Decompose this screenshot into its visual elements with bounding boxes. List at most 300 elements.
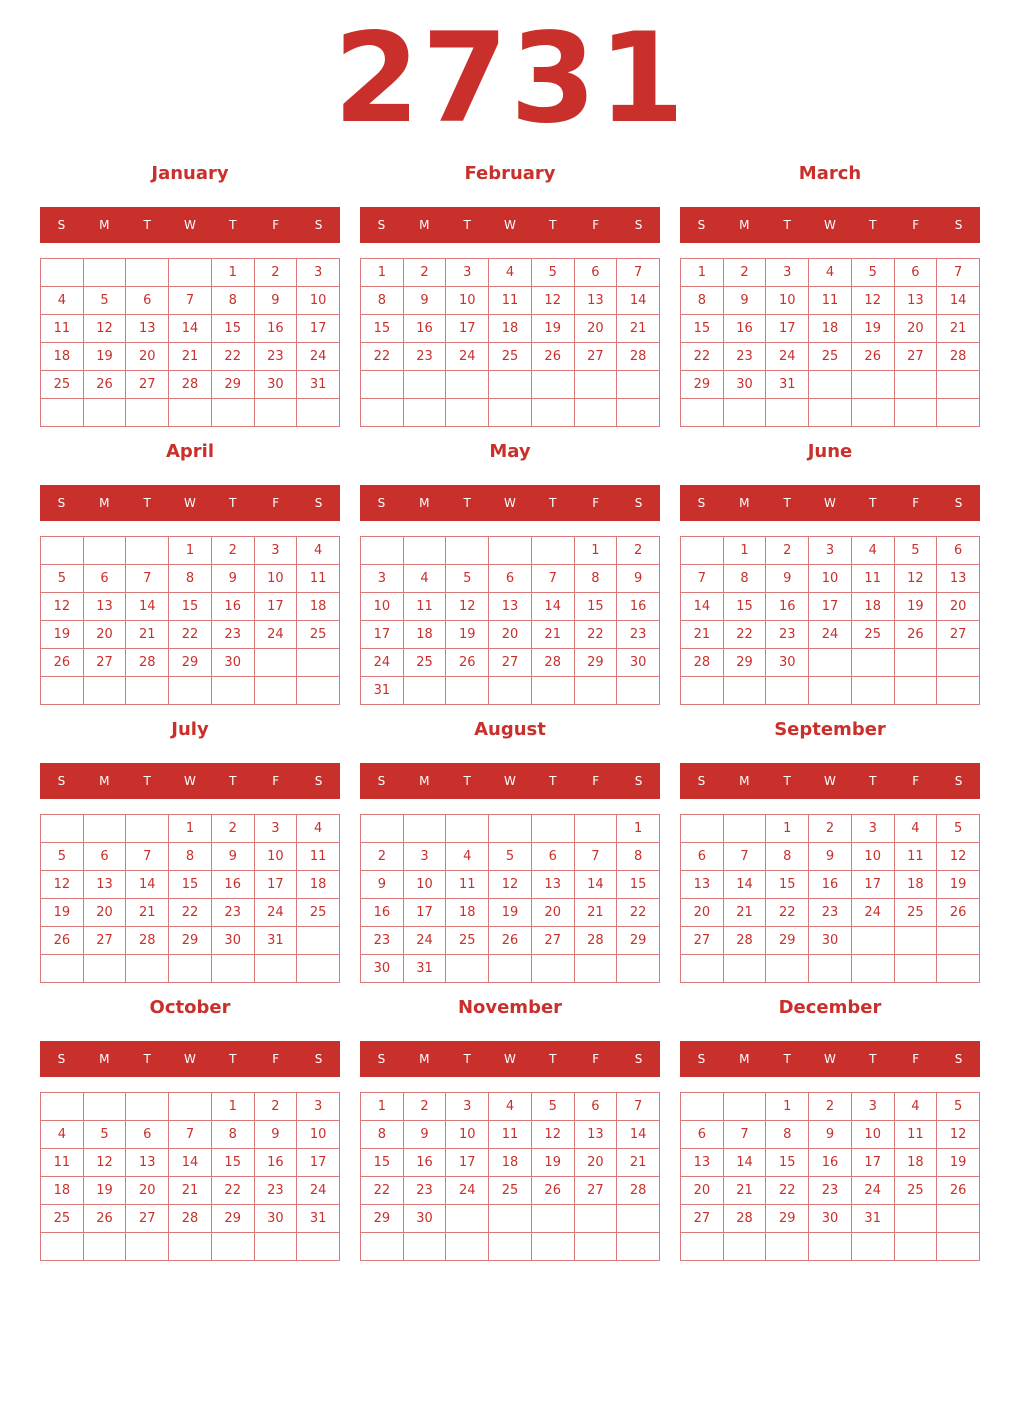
day-cell[interactable]: 22 [169, 899, 212, 927]
day-cell[interactable]: 13 [84, 871, 127, 899]
day-cell[interactable]: 4 [41, 1121, 84, 1149]
day-cell[interactable]: 29 [681, 371, 724, 399]
day-cell[interactable]: 31 [297, 371, 340, 399]
day-cell[interactable]: 30 [809, 1205, 852, 1233]
day-cell[interactable]: 23 [809, 1177, 852, 1205]
day-cell[interactable]: 8 [361, 287, 404, 315]
day-cell[interactable]: 9 [255, 287, 298, 315]
day-cell[interactable]: 23 [255, 1177, 298, 1205]
day-cell[interactable]: 22 [361, 343, 404, 371]
day-cell[interactable]: 4 [297, 537, 340, 565]
day-cell[interactable]: 5 [532, 1093, 575, 1121]
day-cell[interactable]: 21 [532, 621, 575, 649]
day-cell[interactable]: 2 [724, 259, 767, 287]
day-cell[interactable]: 14 [617, 1121, 660, 1149]
day-cell[interactable]: 13 [937, 565, 980, 593]
day-cell[interactable]: 22 [212, 343, 255, 371]
day-cell[interactable]: 2 [361, 843, 404, 871]
day-cell[interactable]: 29 [724, 649, 767, 677]
day-cell[interactable]: 6 [681, 843, 724, 871]
day-cell[interactable]: 1 [212, 1093, 255, 1121]
day-cell[interactable]: 13 [126, 315, 169, 343]
day-cell[interactable]: 9 [617, 565, 660, 593]
day-cell[interactable]: 2 [212, 537, 255, 565]
day-cell[interactable]: 3 [446, 1093, 489, 1121]
day-cell[interactable]: 27 [575, 1177, 618, 1205]
day-cell[interactable]: 2 [617, 537, 660, 565]
day-cell[interactable]: 9 [212, 565, 255, 593]
day-cell[interactable]: 27 [895, 343, 938, 371]
day-cell[interactable]: 17 [255, 593, 298, 621]
day-cell[interactable]: 19 [41, 621, 84, 649]
day-cell[interactable]: 13 [532, 871, 575, 899]
day-cell[interactable]: 8 [724, 565, 767, 593]
day-cell[interactable]: 2 [212, 815, 255, 843]
day-cell[interactable]: 28 [617, 1177, 660, 1205]
day-cell[interactable]: 1 [681, 259, 724, 287]
day-cell[interactable]: 25 [297, 621, 340, 649]
day-cell[interactable]: 3 [446, 259, 489, 287]
day-cell[interactable]: 12 [937, 1121, 980, 1149]
day-cell[interactable]: 29 [766, 1205, 809, 1233]
day-cell[interactable]: 1 [169, 815, 212, 843]
day-cell[interactable]: 18 [41, 343, 84, 371]
day-cell[interactable]: 27 [84, 927, 127, 955]
day-cell[interactable]: 19 [532, 315, 575, 343]
day-cell[interactable]: 5 [937, 1093, 980, 1121]
day-cell[interactable]: 13 [84, 593, 127, 621]
day-cell[interactable]: 26 [489, 927, 532, 955]
day-cell[interactable]: 22 [681, 343, 724, 371]
day-cell[interactable]: 28 [724, 927, 767, 955]
day-cell[interactable]: 25 [809, 343, 852, 371]
day-cell[interactable]: 5 [41, 565, 84, 593]
day-cell[interactable]: 4 [895, 815, 938, 843]
day-cell[interactable]: 17 [809, 593, 852, 621]
day-cell[interactable]: 23 [212, 899, 255, 927]
day-cell[interactable]: 21 [126, 899, 169, 927]
day-cell[interactable]: 8 [766, 1121, 809, 1149]
day-cell[interactable]: 27 [126, 1205, 169, 1233]
day-cell[interactable]: 27 [681, 1205, 724, 1233]
day-cell[interactable]: 28 [532, 649, 575, 677]
day-cell[interactable]: 31 [255, 927, 298, 955]
day-cell[interactable]: 30 [766, 649, 809, 677]
day-cell[interactable]: 6 [575, 1093, 618, 1121]
day-cell[interactable]: 26 [937, 1177, 980, 1205]
day-cell[interactable]: 31 [766, 371, 809, 399]
day-cell[interactable]: 6 [575, 259, 618, 287]
day-cell[interactable]: 9 [404, 287, 447, 315]
day-cell[interactable]: 20 [575, 315, 618, 343]
day-cell[interactable]: 8 [169, 565, 212, 593]
day-cell[interactable]: 11 [297, 565, 340, 593]
day-cell[interactable]: 18 [489, 1149, 532, 1177]
day-cell[interactable]: 25 [895, 1177, 938, 1205]
day-cell[interactable]: 22 [361, 1177, 404, 1205]
day-cell[interactable]: 24 [446, 343, 489, 371]
day-cell[interactable]: 30 [255, 1205, 298, 1233]
day-cell[interactable]: 3 [852, 1093, 895, 1121]
day-cell[interactable]: 3 [852, 815, 895, 843]
day-cell[interactable]: 17 [361, 621, 404, 649]
day-cell[interactable]: 7 [617, 259, 660, 287]
day-cell[interactable]: 16 [724, 315, 767, 343]
day-cell[interactable]: 4 [404, 565, 447, 593]
day-cell[interactable]: 16 [617, 593, 660, 621]
day-cell[interactable]: 26 [895, 621, 938, 649]
day-cell[interactable]: 13 [489, 593, 532, 621]
day-cell[interactable]: 23 [724, 343, 767, 371]
day-cell[interactable]: 5 [84, 287, 127, 315]
day-cell[interactable]: 29 [169, 927, 212, 955]
day-cell[interactable]: 9 [404, 1121, 447, 1149]
day-cell[interactable]: 7 [169, 287, 212, 315]
day-cell[interactable]: 12 [532, 287, 575, 315]
day-cell[interactable]: 6 [681, 1121, 724, 1149]
day-cell[interactable]: 17 [852, 1149, 895, 1177]
day-cell[interactable]: 3 [766, 259, 809, 287]
day-cell[interactable]: 14 [126, 871, 169, 899]
day-cell[interactable]: 16 [404, 1149, 447, 1177]
day-cell[interactable]: 9 [766, 565, 809, 593]
day-cell[interactable]: 20 [681, 1177, 724, 1205]
day-cell[interactable]: 18 [41, 1177, 84, 1205]
day-cell[interactable]: 14 [169, 315, 212, 343]
day-cell[interactable]: 9 [361, 871, 404, 899]
day-cell[interactable]: 12 [84, 1149, 127, 1177]
day-cell[interactable]: 4 [446, 843, 489, 871]
day-cell[interactable]: 5 [937, 815, 980, 843]
day-cell[interactable]: 21 [169, 343, 212, 371]
day-cell[interactable]: 14 [681, 593, 724, 621]
day-cell[interactable]: 15 [766, 871, 809, 899]
day-cell[interactable]: 12 [84, 315, 127, 343]
day-cell[interactable]: 31 [361, 677, 404, 705]
day-cell[interactable]: 22 [169, 621, 212, 649]
day-cell[interactable]: 12 [937, 843, 980, 871]
day-cell[interactable]: 1 [361, 1093, 404, 1121]
day-cell[interactable]: 12 [489, 871, 532, 899]
day-cell[interactable]: 30 [212, 927, 255, 955]
day-cell[interactable]: 16 [361, 899, 404, 927]
day-cell[interactable]: 7 [724, 843, 767, 871]
day-cell[interactable]: 7 [681, 565, 724, 593]
day-cell[interactable]: 29 [212, 371, 255, 399]
day-cell[interactable]: 28 [169, 1205, 212, 1233]
day-cell[interactable]: 26 [41, 649, 84, 677]
day-cell[interactable]: 30 [255, 371, 298, 399]
day-cell[interactable]: 28 [937, 343, 980, 371]
day-cell[interactable]: 19 [895, 593, 938, 621]
day-cell[interactable]: 14 [724, 871, 767, 899]
day-cell[interactable]: 4 [41, 287, 84, 315]
day-cell[interactable]: 7 [126, 565, 169, 593]
day-cell[interactable]: 10 [766, 287, 809, 315]
day-cell[interactable]: 10 [852, 843, 895, 871]
day-cell[interactable]: 1 [766, 1093, 809, 1121]
day-cell[interactable]: 10 [255, 843, 298, 871]
day-cell[interactable]: 1 [575, 537, 618, 565]
day-cell[interactable]: 14 [126, 593, 169, 621]
day-cell[interactable]: 1 [766, 815, 809, 843]
day-cell[interactable]: 28 [126, 649, 169, 677]
day-cell[interactable]: 21 [681, 621, 724, 649]
day-cell[interactable]: 13 [681, 871, 724, 899]
day-cell[interactable]: 4 [489, 259, 532, 287]
day-cell[interactable]: 13 [575, 1121, 618, 1149]
day-cell[interactable]: 15 [169, 593, 212, 621]
day-cell[interactable]: 11 [489, 1121, 532, 1149]
day-cell[interactable]: 21 [617, 315, 660, 343]
day-cell[interactable]: 6 [126, 1121, 169, 1149]
day-cell[interactable]: 13 [681, 1149, 724, 1177]
day-cell[interactable]: 15 [617, 871, 660, 899]
day-cell[interactable]: 30 [617, 649, 660, 677]
day-cell[interactable]: 23 [404, 1177, 447, 1205]
day-cell[interactable]: 8 [681, 287, 724, 315]
day-cell[interactable]: 6 [126, 287, 169, 315]
day-cell[interactable]: 25 [41, 1205, 84, 1233]
day-cell[interactable]: 28 [724, 1205, 767, 1233]
day-cell[interactable]: 18 [297, 871, 340, 899]
day-cell[interactable]: 11 [41, 315, 84, 343]
day-cell[interactable]: 23 [809, 899, 852, 927]
day-cell[interactable]: 12 [41, 593, 84, 621]
day-cell[interactable]: 19 [532, 1149, 575, 1177]
day-cell[interactable]: 13 [126, 1149, 169, 1177]
day-cell[interactable]: 30 [404, 1205, 447, 1233]
day-cell[interactable]: 11 [895, 1121, 938, 1149]
day-cell[interactable]: 8 [212, 1121, 255, 1149]
day-cell[interactable]: 14 [532, 593, 575, 621]
day-cell[interactable]: 3 [297, 1093, 340, 1121]
day-cell[interactable]: 23 [255, 343, 298, 371]
day-cell[interactable]: 21 [937, 315, 980, 343]
day-cell[interactable]: 20 [84, 899, 127, 927]
day-cell[interactable]: 3 [255, 815, 298, 843]
day-cell[interactable]: 25 [41, 371, 84, 399]
day-cell[interactable]: 27 [937, 621, 980, 649]
day-cell[interactable]: 14 [169, 1149, 212, 1177]
day-cell[interactable]: 15 [681, 315, 724, 343]
day-cell[interactable]: 7 [169, 1121, 212, 1149]
day-cell[interactable]: 11 [446, 871, 489, 899]
day-cell[interactable]: 19 [446, 621, 489, 649]
day-cell[interactable]: 21 [126, 621, 169, 649]
day-cell[interactable]: 23 [766, 621, 809, 649]
day-cell[interactable]: 27 [575, 343, 618, 371]
day-cell[interactable]: 10 [255, 565, 298, 593]
day-cell[interactable]: 17 [446, 315, 489, 343]
day-cell[interactable]: 31 [297, 1205, 340, 1233]
day-cell[interactable]: 20 [937, 593, 980, 621]
day-cell[interactable]: 9 [809, 1121, 852, 1149]
day-cell[interactable]: 9 [255, 1121, 298, 1149]
day-cell[interactable]: 20 [895, 315, 938, 343]
day-cell[interactable]: 7 [532, 565, 575, 593]
day-cell[interactable]: 2 [766, 537, 809, 565]
day-cell[interactable]: 14 [937, 287, 980, 315]
day-cell[interactable]: 24 [361, 649, 404, 677]
day-cell[interactable]: 26 [41, 927, 84, 955]
day-cell[interactable]: 24 [446, 1177, 489, 1205]
day-cell[interactable]: 23 [361, 927, 404, 955]
day-cell[interactable]: 15 [212, 1149, 255, 1177]
day-cell[interactable]: 17 [404, 899, 447, 927]
day-cell[interactable]: 23 [404, 343, 447, 371]
day-cell[interactable]: 1 [617, 815, 660, 843]
day-cell[interactable]: 8 [617, 843, 660, 871]
day-cell[interactable]: 22 [575, 621, 618, 649]
day-cell[interactable]: 30 [724, 371, 767, 399]
day-cell[interactable]: 24 [809, 621, 852, 649]
day-cell[interactable]: 20 [681, 899, 724, 927]
day-cell[interactable]: 24 [404, 927, 447, 955]
day-cell[interactable]: 10 [809, 565, 852, 593]
day-cell[interactable]: 27 [84, 649, 127, 677]
day-cell[interactable]: 10 [297, 1121, 340, 1149]
day-cell[interactable]: 26 [84, 371, 127, 399]
day-cell[interactable]: 31 [404, 955, 447, 983]
day-cell[interactable]: 2 [255, 1093, 298, 1121]
day-cell[interactable]: 16 [255, 1149, 298, 1177]
day-cell[interactable]: 5 [532, 259, 575, 287]
day-cell[interactable]: 4 [489, 1093, 532, 1121]
day-cell[interactable]: 20 [126, 1177, 169, 1205]
day-cell[interactable]: 11 [489, 287, 532, 315]
day-cell[interactable]: 22 [212, 1177, 255, 1205]
day-cell[interactable]: 26 [84, 1205, 127, 1233]
day-cell[interactable]: 16 [809, 1149, 852, 1177]
day-cell[interactable]: 8 [766, 843, 809, 871]
day-cell[interactable]: 26 [532, 1177, 575, 1205]
day-cell[interactable]: 10 [404, 871, 447, 899]
day-cell[interactable]: 8 [212, 287, 255, 315]
day-cell[interactable]: 4 [852, 537, 895, 565]
day-cell[interactable]: 15 [766, 1149, 809, 1177]
day-cell[interactable]: 30 [361, 955, 404, 983]
day-cell[interactable]: 24 [852, 1177, 895, 1205]
day-cell[interactable]: 18 [404, 621, 447, 649]
day-cell[interactable]: 7 [126, 843, 169, 871]
day-cell[interactable]: 19 [84, 1177, 127, 1205]
day-cell[interactable]: 15 [361, 1149, 404, 1177]
day-cell[interactable]: 5 [852, 259, 895, 287]
day-cell[interactable]: 2 [809, 815, 852, 843]
day-cell[interactable]: 29 [575, 649, 618, 677]
day-cell[interactable]: 24 [255, 899, 298, 927]
day-cell[interactable]: 5 [41, 843, 84, 871]
day-cell[interactable]: 7 [937, 259, 980, 287]
day-cell[interactable]: 3 [297, 259, 340, 287]
day-cell[interactable]: 6 [532, 843, 575, 871]
day-cell[interactable]: 27 [489, 649, 532, 677]
day-cell[interactable]: 10 [852, 1121, 895, 1149]
day-cell[interactable]: 20 [489, 621, 532, 649]
day-cell[interactable]: 13 [575, 287, 618, 315]
day-cell[interactable]: 21 [617, 1149, 660, 1177]
day-cell[interactable]: 15 [724, 593, 767, 621]
day-cell[interactable]: 21 [169, 1177, 212, 1205]
day-cell[interactable]: 11 [404, 593, 447, 621]
day-cell[interactable]: 15 [361, 315, 404, 343]
day-cell[interactable]: 6 [84, 843, 127, 871]
day-cell[interactable]: 6 [937, 537, 980, 565]
day-cell[interactable]: 24 [852, 899, 895, 927]
day-cell[interactable]: 24 [297, 1177, 340, 1205]
day-cell[interactable]: 19 [937, 1149, 980, 1177]
day-cell[interactable]: 12 [41, 871, 84, 899]
day-cell[interactable]: 18 [446, 899, 489, 927]
day-cell[interactable]: 8 [575, 565, 618, 593]
day-cell[interactable]: 16 [212, 871, 255, 899]
day-cell[interactable]: 18 [895, 871, 938, 899]
day-cell[interactable]: 16 [255, 315, 298, 343]
day-cell[interactable]: 3 [404, 843, 447, 871]
day-cell[interactable]: 4 [297, 815, 340, 843]
day-cell[interactable]: 19 [489, 899, 532, 927]
day-cell[interactable]: 9 [212, 843, 255, 871]
day-cell[interactable]: 23 [617, 621, 660, 649]
day-cell[interactable]: 6 [84, 565, 127, 593]
day-cell[interactable]: 2 [404, 259, 447, 287]
day-cell[interactable]: 22 [766, 899, 809, 927]
day-cell[interactable]: 11 [809, 287, 852, 315]
day-cell[interactable]: 29 [169, 649, 212, 677]
day-cell[interactable]: 16 [809, 871, 852, 899]
day-cell[interactable]: 14 [617, 287, 660, 315]
day-cell[interactable]: 25 [895, 899, 938, 927]
day-cell[interactable]: 18 [895, 1149, 938, 1177]
day-cell[interactable]: 18 [852, 593, 895, 621]
day-cell[interactable]: 1 [724, 537, 767, 565]
day-cell[interactable]: 17 [297, 1149, 340, 1177]
day-cell[interactable]: 3 [255, 537, 298, 565]
day-cell[interactable]: 1 [361, 259, 404, 287]
day-cell[interactable]: 26 [852, 343, 895, 371]
day-cell[interactable]: 25 [852, 621, 895, 649]
day-cell[interactable]: 6 [489, 565, 532, 593]
day-cell[interactable]: 28 [575, 927, 618, 955]
day-cell[interactable]: 12 [852, 287, 895, 315]
day-cell[interactable]: 7 [724, 1121, 767, 1149]
day-cell[interactable]: 19 [852, 315, 895, 343]
day-cell[interactable]: 25 [446, 927, 489, 955]
day-cell[interactable]: 28 [681, 649, 724, 677]
day-cell[interactable]: 1 [212, 259, 255, 287]
day-cell[interactable]: 20 [532, 899, 575, 927]
day-cell[interactable]: 10 [446, 287, 489, 315]
day-cell[interactable]: 13 [895, 287, 938, 315]
day-cell[interactable]: 22 [617, 899, 660, 927]
day-cell[interactable]: 17 [852, 871, 895, 899]
day-cell[interactable]: 28 [169, 371, 212, 399]
day-cell[interactable]: 22 [724, 621, 767, 649]
day-cell[interactable]: 26 [532, 343, 575, 371]
day-cell[interactable]: 7 [575, 843, 618, 871]
day-cell[interactable]: 28 [126, 927, 169, 955]
day-cell[interactable]: 10 [361, 593, 404, 621]
day-cell[interactable]: 27 [126, 371, 169, 399]
day-cell[interactable]: 5 [895, 537, 938, 565]
day-cell[interactable]: 9 [724, 287, 767, 315]
day-cell[interactable]: 5 [489, 843, 532, 871]
day-cell[interactable]: 15 [212, 315, 255, 343]
day-cell[interactable]: 17 [766, 315, 809, 343]
day-cell[interactable]: 11 [41, 1149, 84, 1177]
day-cell[interactable]: 17 [255, 871, 298, 899]
